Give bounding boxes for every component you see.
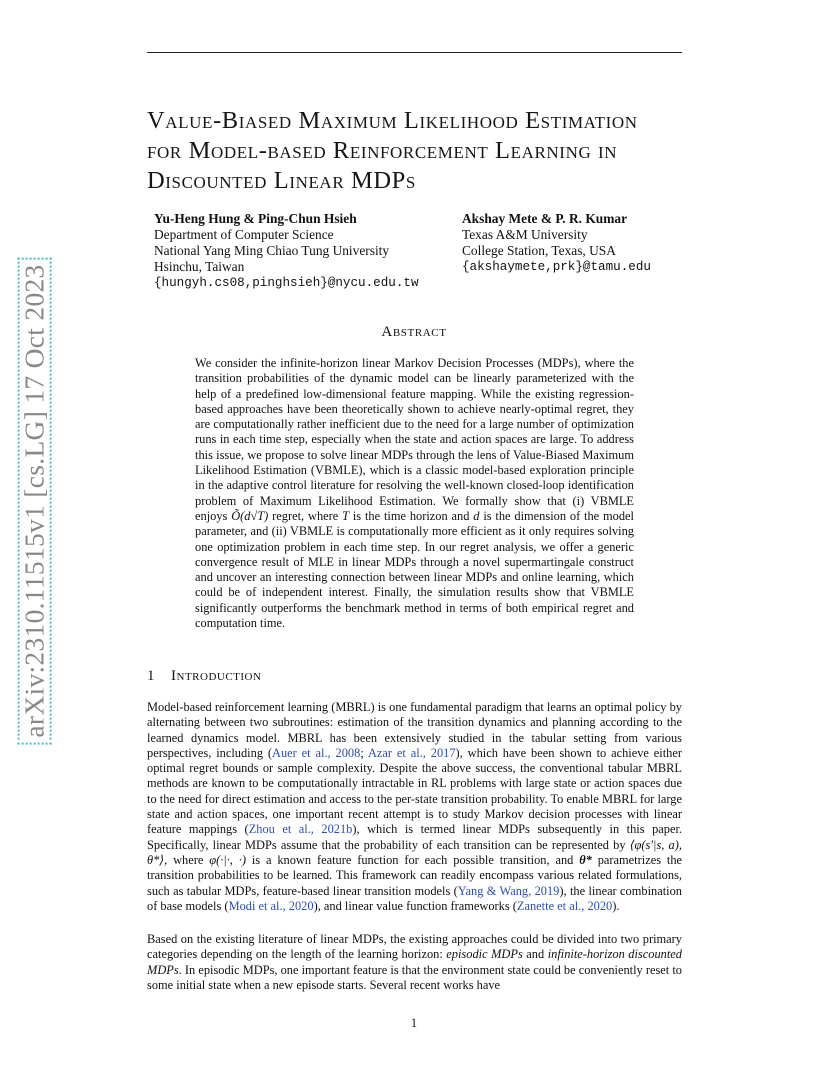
intro-text: ), which is termed linear MDPs subsequently in this paper. Specifically, linear MDPs assume that the probability of each transition can be represented by [147, 822, 682, 852]
math-regret: Õ(d√T) [231, 508, 269, 523]
emphasis-term: infinite-horizon discounted MDPs [147, 947, 682, 977]
email-left: {hungyh.cs08,pinghsieh}@nycu.edu.tw [154, 276, 419, 290]
paper-title [147, 106, 692, 196]
section-number: 1 [147, 668, 155, 684]
abstract-part-2c: is the dimension of the model parameter, and (ii) VBMLE is computationally more efficient as it only requires solving one optimization problem in each time step. In our regret analysis, we offer a generic convergence result of MLE in linear MDPs through a novel supermartingale construct and uncover an interesting connection between linear MDPs and online learning, which could be of independent interest. Finally, the simulation results show that VBMLE significantly outperforms the benchmark method in terms of both empirical regret and computation time. [195, 508, 634, 631]
math-var-T: T [342, 508, 350, 523]
intro-text: ). [612, 898, 620, 913]
para2-text: and [522, 947, 548, 962]
authors-left [154, 211, 454, 291]
intro-text: is a known feature function for each possible transition, and [246, 852, 580, 867]
abstract-heading: Abstract [381, 324, 447, 340]
affiliation-univ-left: National Yang Ming Chiao Tung University [154, 243, 390, 258]
abstract-part-2b: is the time horizon and [349, 508, 474, 523]
intro-text: , where [164, 852, 210, 867]
email-right: {akshaymete,prk}@tamu.edu [462, 260, 651, 274]
author-names-right: Akshay Mete & P. R. Kumar [462, 211, 628, 226]
title-line-2: for Model-based Reinforcement Learning in [147, 137, 618, 164]
title-line-3: Discounted Linear MDPs [147, 167, 416, 194]
title-line-1: Value-Biased Maximum Likelihood Estimation [147, 107, 638, 134]
math-var-d: d [473, 508, 480, 523]
affiliation-univ-right: Texas A&M University [462, 227, 588, 242]
intro-paragraph-2 [147, 932, 682, 993]
intro-text: ), and linear value function frameworks ( [313, 898, 517, 913]
citation-link[interactable]: Modi et al., 2020 [228, 898, 314, 913]
intro-text: Model-based reinforcement learning (MBRL) is one fundamental paradigm that learns an optimal policy by alternating between two subroutines: estimation of the transition dynamics and planning according to the learned dynamics model. MBRL has been extensively studied in the tabular setting from various perspectives, including ( [147, 700, 682, 760]
page-number: 1 [410, 1016, 418, 1030]
section-title: Introduction [171, 668, 262, 684]
citation-link[interactable]: Azar et al., 2017 [367, 745, 456, 760]
math-inline: φ(·|·, ·) [209, 852, 246, 867]
intro-text: ; [360, 745, 368, 760]
citation-link[interactable]: Zanette et al., 2020 [516, 898, 613, 913]
section-heading [147, 668, 261, 685]
affiliation-city-right: College Station, Texas, USA [462, 243, 616, 258]
intro-text: ), which have been shown to achieve either optimal regret bounds or sample complexity. Despite the above success, the conventional tabular MBRL methods are known to be computationally intractable in RL problems with large state or action spaces due to the need for direct estimation and access to the per-state transition probability. To enable MBRL for large state and action spaces, one important recent attempt is to study Markov decision processes with linear feature mappings ( [147, 745, 682, 837]
intro-text: parametrizes the transition probabilities to be learned. This framework can readily encompass various related formulations, such as tabular MDPs, feature-based linear transition models ( [147, 852, 683, 898]
arxiv-id: arXiv:2310.11515v1 [cs.LG] 17 Oct 2023 [18, 257, 52, 744]
authors-right [462, 211, 692, 275]
top-rule [147, 52, 682, 53]
intro-paragraph-1 [147, 700, 682, 914]
citation-link[interactable]: Auer et al., 2008 [272, 745, 361, 760]
emphasis-term: episodic MDPs [446, 947, 523, 962]
math-inline: ⟨φ(s′|s, a), θ*⟩ [147, 837, 682, 867]
intro-text: ), the linear combination of base models ( [147, 883, 682, 913]
affiliation-city-left: Hsinchu, Taiwan [154, 259, 245, 274]
citation-link[interactable]: Yang & Wang, 2019 [457, 883, 560, 898]
author-names-left: Yu-Heng Hung & Ping-Chun Hsieh [154, 211, 357, 226]
para2-text: . In episodic MDPs, one important feature is that the environment state could be conveniently reset to some initial state when a new episode starts. Several recent works have [147, 962, 682, 992]
para2-text: Based on the existing literature of linear MDPs, the existing approaches could be divided into two primary categories depending on the length of the learning horizon: [147, 932, 682, 962]
affiliation-dept: Department of Computer Science [154, 227, 334, 242]
abstract-part-1: We consider the infinite-horizon linear Markov Decision Processes (MDPs), where the transition probabilities of the dynamic model can be linearly parameterized with the help of a predefined low-dimensional feature mapping. While the existing regression-based approaches have been theoretically shown to achieve nearly-optimal regret, they are computationally rather inefficient due to the need for a large number of optimization runs in each time step, especially when the state and action spaces are large. To address this issue, we propose to solve linear MDPs through the lens of Value-Biased Maximum Likelihood Estimation (VBMLE), which is a classic model-based exploration principle in the adaptive control literature for resolving the well-known closed-loop identification problem of Maximum Likelihood Estimation. We formally show that (i) VBMLE enjoys [195, 356, 634, 523]
abstract-text [195, 356, 634, 631]
abstract-part-2a: regret, where [268, 508, 343, 523]
citation-link[interactable]: Zhou et al., 2021b [248, 822, 353, 837]
math-inline: θ* [579, 852, 592, 867]
